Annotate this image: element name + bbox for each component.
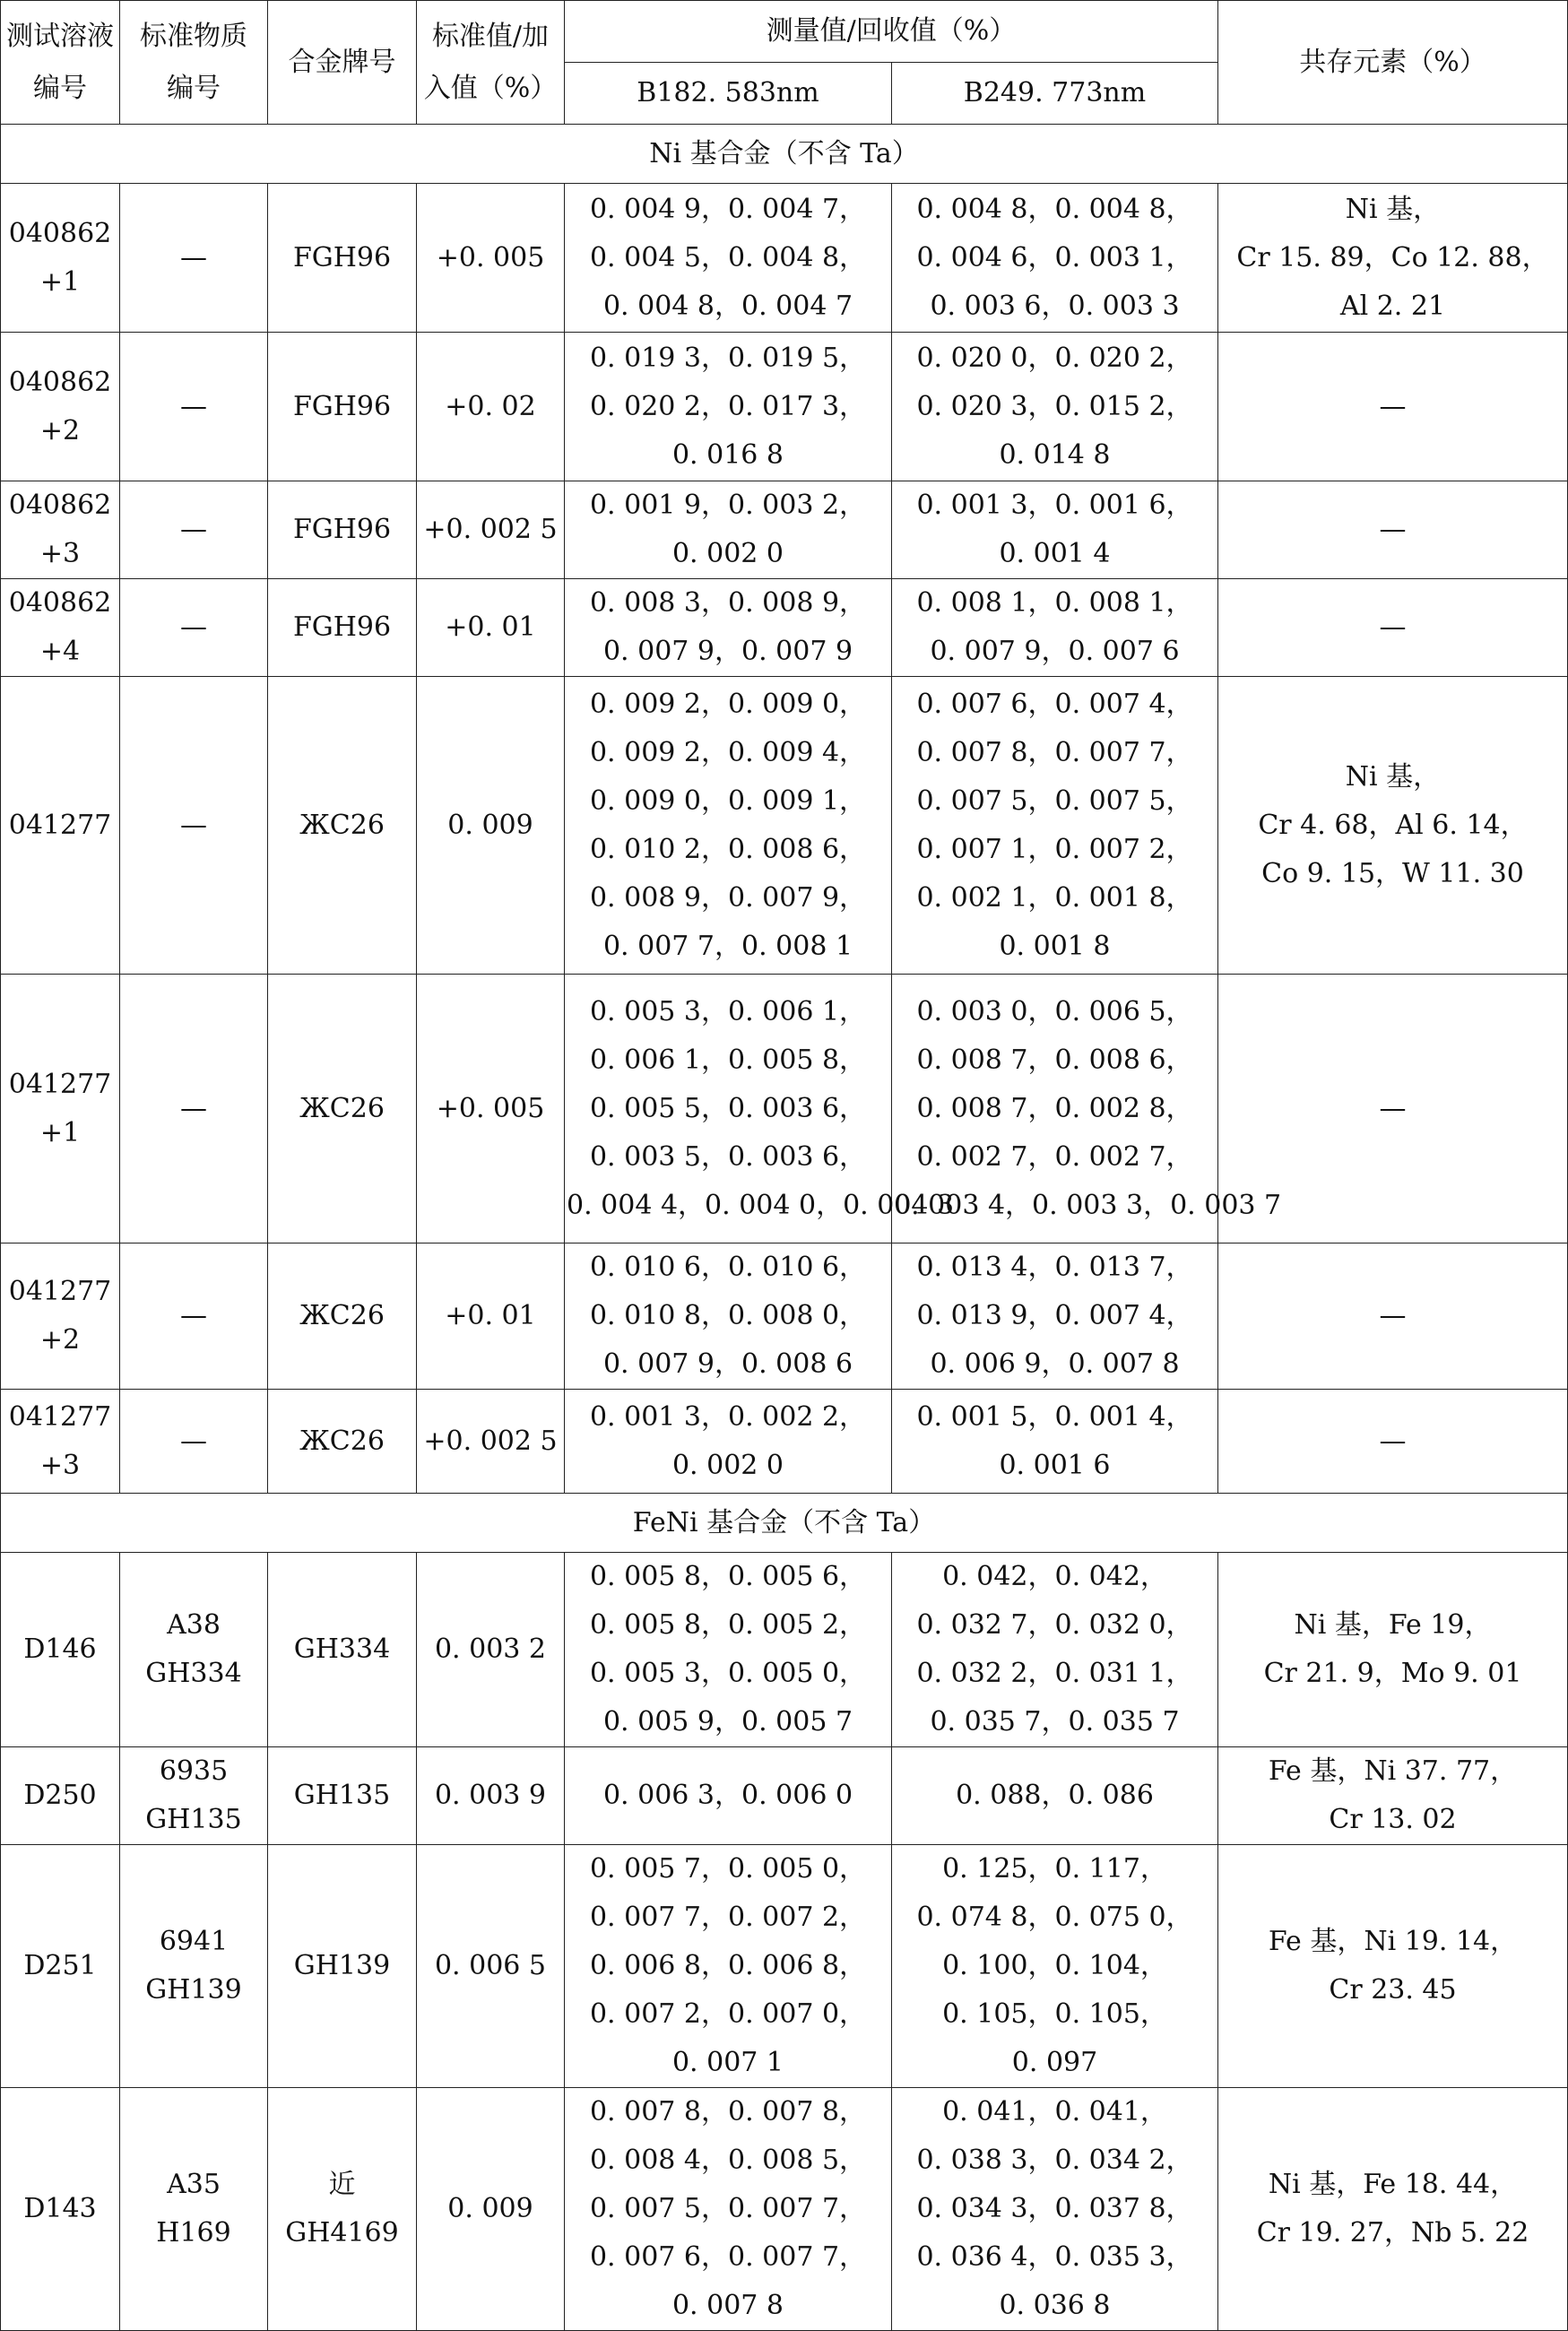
coexisting-elements-cell: —	[1218, 481, 1568, 579]
standard-value-cell: 0. 006 5	[417, 1845, 565, 2088]
header-standard-value: 标准值/加 入值（%）	[417, 1, 565, 125]
coexisting-elements-cell: Ni 基，Fe 19， Cr 21. 9，Mo 9. 01	[1218, 1553, 1568, 1747]
standard-material-id-cell: —	[120, 184, 268, 333]
alloy-grade-cell: ЖC26	[268, 1243, 417, 1390]
wavelength-1-values-cell: 0. 006 3，0. 006 0	[565, 1747, 892, 1845]
solution-id-cell: 041277 +2	[1, 1243, 120, 1390]
wavelength-2-values-cell: 0. 001 5，0. 001 4， 0. 001 6	[892, 1390, 1218, 1494]
table-row	[1, 1553, 1568, 1747]
section-title: FeNi 基合金（不含 Ta）	[1, 1494, 1568, 1553]
header-standard-material-id: 标准物质 编号	[120, 1, 268, 125]
alloy-grade-cell: ЖC26	[268, 975, 417, 1243]
header-measured-value: 测量值/回收值（%）	[565, 1, 1218, 63]
wavelength-2-values-cell: 0. 008 1，0. 008 1， 0. 007 9，0. 007 6	[892, 579, 1218, 677]
solution-id-cell: 040862 +1	[1, 184, 120, 333]
standard-value-cell: +0. 005	[417, 184, 565, 333]
alloy-grade-cell: FGH96	[268, 579, 417, 677]
wavelength-1-values-cell: 0. 004 9，0. 004 7， 0. 004 5，0. 004 8， 0. 004 8，0. 004 7	[565, 184, 892, 333]
wavelength-2-values-cell: 0. 125，0. 117， 0. 074 8，0. 075 0， 0. 100，0. 104， 0. 105，0. 105， 0. 097	[892, 1845, 1218, 2088]
coexisting-elements-cell: Ni 基，Fe 18. 44， Cr 19. 27，Nb 5. 22	[1218, 2088, 1568, 2331]
coexisting-elements-cell: —	[1218, 1243, 1568, 1390]
wavelength-1-values-cell: 0. 001 3，0. 002 2， 0. 002 0	[565, 1390, 892, 1494]
solution-id-cell: D146	[1, 1553, 120, 1747]
standard-material-id-cell: —	[120, 481, 268, 579]
header-coexisting-elements: 共存元素（%）	[1218, 1, 1568, 125]
standard-value-cell: 0. 003 9	[417, 1747, 565, 1845]
alloy-grade-cell: 近 GH4169	[268, 2088, 417, 2331]
header-wavelength-2: B249. 773nm	[892, 63, 1218, 125]
wavelength-1-values-cell: 0. 019 3，0. 019 5， 0. 020 2，0. 017 3， 0. 016 8	[565, 333, 892, 481]
wavelength-1-values-cell: 0. 008 3，0. 008 9， 0. 007 9，0. 007 9	[565, 579, 892, 677]
wavelength-2-values-cell: 0. 003 0，0. 006 5， 0. 008 7，0. 008 6， 0. 008 7，0. 002 8， 0. 002 7，0. 002 7， 0. 003 4，0. 003 3，0. 003 7	[892, 975, 1218, 1243]
alloy-grade-cell: GH334	[268, 1553, 417, 1747]
solution-id-cell: D250	[1, 1747, 120, 1845]
coexisting-elements-cell: Fe 基，Ni 19. 14， Cr 23. 45	[1218, 1845, 1568, 2088]
coexisting-elements-cell: —	[1218, 975, 1568, 1243]
solution-id-cell: D251	[1, 1845, 120, 2088]
standard-value-cell: +0. 02	[417, 333, 565, 481]
table-row	[1, 1845, 1568, 2088]
standard-material-id-cell: 6935 GH135	[120, 1747, 268, 1845]
solution-id-cell: 040862 +4	[1, 579, 120, 677]
standard-value-cell: +0. 01	[417, 1243, 565, 1390]
section-row	[1, 125, 1568, 184]
coexisting-elements-cell: Ni 基， Cr 4. 68，Al 6. 14， Co 9. 15，W 11. 30	[1218, 677, 1568, 975]
table-row	[1, 333, 1568, 481]
table-row	[1, 579, 1568, 677]
solution-id-cell: 041277 +1	[1, 975, 120, 1243]
wavelength-1-values-cell: 0. 009 2，0. 009 0， 0. 009 2，0. 009 4， 0. 009 0，0. 009 1， 0. 010 2，0. 008 6， 0. 008 9，0. 007 9， 0. 007 7，0. 008 1	[565, 677, 892, 975]
standard-value-cell: +0. 01	[417, 579, 565, 677]
table-row	[1, 184, 1568, 333]
alloy-grade-cell: GH135	[268, 1747, 417, 1845]
alloy-grade-cell: ЖC26	[268, 677, 417, 975]
alloy-grade-cell: FGH96	[268, 184, 417, 333]
standard-value-cell: 0. 009	[417, 2088, 565, 2331]
wavelength-2-values-cell: 0. 001 3，0. 001 6， 0. 001 4	[892, 481, 1218, 579]
wavelength-2-values-cell: 0. 007 6，0. 007 4， 0. 007 8，0. 007 7， 0. 007 5，0. 007 5， 0. 007 1，0. 007 2， 0. 002 1，0. 001 8， 0. 001 8	[892, 677, 1218, 975]
table-header	[1, 1, 1568, 125]
standard-value-cell: +0. 005	[417, 975, 565, 1243]
header-solution-id: 测试溶液 编号	[1, 1, 120, 125]
table-row	[1, 481, 1568, 579]
header-alloy-grade: 合金牌号	[268, 1, 417, 125]
alloy-grade-cell: FGH96	[268, 333, 417, 481]
coexisting-elements-cell: Ni 基， Cr 15. 89，Co 12. 88， Al 2. 21	[1218, 184, 1568, 333]
solution-id-cell: 041277 +3	[1, 1390, 120, 1494]
section-row	[1, 1494, 1568, 1553]
standard-value-cell: 0. 003 2	[417, 1553, 565, 1747]
table-row	[1, 975, 1568, 1243]
wavelength-1-values-cell: 0. 005 3，0. 006 1， 0. 006 1，0. 005 8， 0. 005 5，0. 003 6， 0. 003 5，0. 003 6， 0. 004 4，0. 004 0，0. 004 3	[565, 975, 892, 1243]
standard-material-id-cell: A35 H169	[120, 2088, 268, 2331]
table-body	[1, 125, 1568, 2331]
table-row	[1, 1747, 1568, 1845]
header-wavelength-1: B182. 583nm	[565, 63, 892, 125]
table-row	[1, 2088, 1568, 2331]
coexisting-elements-cell: Fe 基，Ni 37. 77， Cr 13. 02	[1218, 1747, 1568, 1845]
alloy-grade-cell: FGH96	[268, 481, 417, 579]
solution-id-cell: 040862 +2	[1, 333, 120, 481]
section-title: Ni 基合金（不含 Ta）	[1, 125, 1568, 184]
coexisting-elements-cell: —	[1218, 333, 1568, 481]
solution-id-cell: D143	[1, 2088, 120, 2331]
wavelength-1-values-cell: 0. 005 8，0. 005 6， 0. 005 8，0. 005 2， 0. 005 3，0. 005 0， 0. 005 9，0. 005 7	[565, 1553, 892, 1747]
wavelength-1-values-cell: 0. 005 7，0. 005 0， 0. 007 7，0. 007 2， 0. 006 8，0. 006 8， 0. 007 2，0. 007 0， 0. 007 1	[565, 1845, 892, 2088]
standard-material-id-cell: —	[120, 1390, 268, 1494]
standard-value-cell: 0. 009	[417, 677, 565, 975]
standard-value-cell: +0. 002 5	[417, 1390, 565, 1494]
wavelength-1-values-cell: 0. 010 6，0. 010 6， 0. 010 8，0. 008 0， 0. 007 9，0. 008 6	[565, 1243, 892, 1390]
table-row	[1, 1390, 1568, 1494]
standard-material-id-cell: —	[120, 333, 268, 481]
wavelength-2-values-cell: 0. 042，0. 042， 0. 032 7，0. 032 0， 0. 032 2，0. 031 1， 0. 035 7，0. 035 7	[892, 1553, 1218, 1747]
standard-material-id-cell: —	[120, 1243, 268, 1390]
alloy-grade-cell: GH139	[268, 1845, 417, 2088]
wavelength-1-values-cell: 0. 001 9，0. 003 2， 0. 002 0	[565, 481, 892, 579]
standard-material-id-cell: —	[120, 677, 268, 975]
solution-id-cell: 041277	[1, 677, 120, 975]
standard-material-id-cell: 6941 GH139	[120, 1845, 268, 2088]
solution-id-cell: 040862 +3	[1, 481, 120, 579]
standard-material-id-cell: —	[120, 975, 268, 1243]
wavelength-2-values-cell: 0. 020 0，0. 020 2， 0. 020 3，0. 015 2， 0. 014 8	[892, 333, 1218, 481]
wavelength-2-values-cell: 0. 004 8，0. 004 8， 0. 004 6，0. 003 1， 0. 003 6，0. 003 3	[892, 184, 1218, 333]
wavelength-2-values-cell: 0. 041，0. 041， 0. 038 3，0. 034 2， 0. 034 3，0. 037 8， 0. 036 4，0. 035 3， 0. 036 8	[892, 2088, 1218, 2331]
table-row	[1, 1243, 1568, 1390]
table-row	[1, 677, 1568, 975]
wavelength-2-values-cell: 0. 013 4，0. 013 7， 0. 013 9，0. 007 4， 0. 006 9，0. 007 8	[892, 1243, 1218, 1390]
wavelength-1-values-cell: 0. 007 8，0. 007 8， 0. 008 4，0. 008 5， 0. 007 5，0. 007 7， 0. 007 6，0. 007 7， 0. 007 8	[565, 2088, 892, 2331]
coexisting-elements-cell: —	[1218, 1390, 1568, 1494]
standard-value-cell: +0. 002 5	[417, 481, 565, 579]
alloy-grade-cell: ЖC26	[268, 1390, 417, 1494]
coexisting-elements-cell: —	[1218, 579, 1568, 677]
standard-material-id-cell: A38 GH334	[120, 1553, 268, 1747]
standard-material-id-cell: —	[120, 579, 268, 677]
wavelength-2-values-cell: 0. 088，0. 086	[892, 1747, 1218, 1845]
